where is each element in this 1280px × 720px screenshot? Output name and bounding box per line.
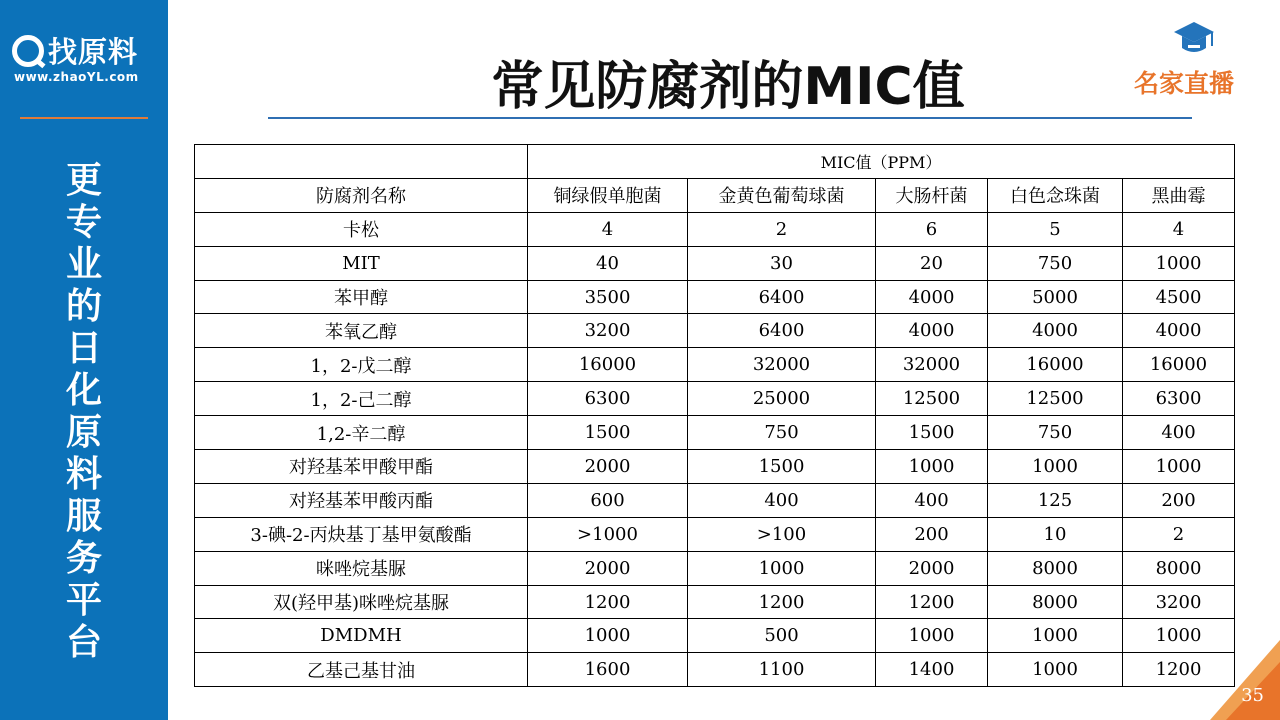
slogan-char: 更 (65, 160, 102, 201)
mic-value-cell: 1600 (528, 653, 688, 687)
mic-value-cell: 400 (1123, 416, 1235, 450)
mic-value-cell: 16000 (1123, 348, 1235, 382)
mic-value-cell: 200 (1123, 483, 1235, 517)
logo-url: www.zhaoYL.com (14, 70, 139, 84)
mic-value-cell: 4000 (1123, 314, 1235, 348)
preservative-name-cell: MIT (195, 246, 528, 280)
table-row (195, 246, 1235, 280)
slogan-char: 的 (65, 286, 102, 327)
mic-value-cell: >1000 (528, 517, 688, 551)
slogan-char: 日 (65, 328, 102, 369)
mic-value-cell: 1200 (528, 585, 688, 619)
mic-value-cell: 1000 (876, 619, 988, 653)
table-row (195, 416, 1235, 450)
mic-value-cell: 16000 (988, 348, 1123, 382)
mic-value-cell: 30 (688, 246, 876, 280)
preservative-name-cell: 1，2-戊二醇 (195, 348, 528, 382)
sidebar-slogan (56, 160, 112, 664)
mic-value-cell: 3200 (528, 314, 688, 348)
mic-value-cell: 5000 (988, 280, 1123, 314)
mic-value-cell: 1500 (688, 450, 876, 484)
table-row (195, 450, 1235, 484)
table-row (195, 382, 1235, 416)
preservative-name-cell: 苯氧乙醇 (195, 314, 528, 348)
mic-value-cell: 1200 (688, 585, 876, 619)
slogan-char: 原 (65, 412, 102, 453)
mic-value-cell: 12500 (988, 382, 1123, 416)
mic-table (194, 144, 1235, 687)
preservative-name-cell: 1,2-辛二醇 (195, 416, 528, 450)
mic-value-cell: 5 (988, 212, 1123, 246)
organism-header: 铜绿假单胞菌 (528, 178, 688, 212)
empty-header-cell (195, 145, 528, 179)
sidebar-divider (20, 117, 148, 119)
slogan-char: 业 (65, 244, 102, 285)
title-underline (268, 117, 1192, 119)
graduation-cap-icon (1172, 20, 1216, 60)
mic-value-cell: 4000 (988, 314, 1123, 348)
mic-value-cell: 1000 (528, 619, 688, 653)
slogan-char: 料 (65, 454, 102, 495)
table-row (195, 212, 1235, 246)
mic-group-header: MIC值（PPM） (528, 145, 1235, 179)
preservative-name-cell: 对羟基苯甲酸甲酯 (195, 450, 528, 484)
mic-value-cell: 125 (988, 483, 1123, 517)
logo-q-icon (12, 35, 44, 67)
slogan-char: 务 (65, 538, 102, 579)
mic-value-cell: 2 (1123, 517, 1235, 551)
table-header-row (195, 178, 1235, 212)
organism-header: 大肠杆菌 (876, 178, 988, 212)
brand-text: 名家直播 (1134, 69, 1235, 98)
slogan-char: 化 (65, 370, 102, 411)
mic-value-cell: 20 (876, 246, 988, 280)
mic-value-cell: 400 (688, 483, 876, 517)
mic-value-cell: 40 (528, 246, 688, 280)
preservative-name-cell: 咪唑烷基脲 (195, 551, 528, 585)
mic-value-cell: 8000 (1123, 551, 1235, 585)
mic-value-cell: 750 (688, 416, 876, 450)
mic-value-cell: 4 (528, 212, 688, 246)
preservative-name-cell: 对羟基苯甲酸丙酯 (195, 483, 528, 517)
page-title: 常见防腐剂的MIC值 (491, 57, 965, 117)
table-row (195, 517, 1235, 551)
mic-value-cell: 1500 (876, 416, 988, 450)
table-row (195, 585, 1235, 619)
mic-value-cell: 1000 (876, 450, 988, 484)
mic-value-cell: 6400 (688, 280, 876, 314)
mic-value-cell: 200 (876, 517, 988, 551)
logo-text: 找原料 (48, 35, 139, 69)
mic-value-cell: 16000 (528, 348, 688, 382)
table-row (195, 551, 1235, 585)
mic-value-cell: 1000 (988, 653, 1123, 687)
preservative-name-cell: 1，2-己二醇 (195, 382, 528, 416)
mic-value-cell: 6300 (528, 382, 688, 416)
mic-value-cell: 10 (988, 517, 1123, 551)
mic-value-cell: 500 (688, 619, 876, 653)
mic-value-cell: 750 (988, 416, 1123, 450)
mic-value-cell: 2000 (528, 450, 688, 484)
mic-value-cell: 1400 (876, 653, 988, 687)
preservative-name-cell: 3-碘-2-丙炔基丁基甲氨酸酯 (195, 517, 528, 551)
sidebar (0, 0, 168, 720)
mic-value-cell: 1200 (876, 585, 988, 619)
logo (12, 30, 162, 90)
table-row (195, 314, 1235, 348)
mic-value-cell: 4000 (876, 280, 988, 314)
mic-value-cell: 6 (876, 212, 988, 246)
preservative-name-header: 防腐剂名称 (195, 178, 528, 212)
mic-value-cell: 1500 (528, 416, 688, 450)
mic-value-cell: 750 (988, 246, 1123, 280)
slogan-char: 平 (65, 580, 102, 621)
mic-value-cell: 400 (876, 483, 988, 517)
mic-value-cell: 32000 (876, 348, 988, 382)
mic-value-cell: 2000 (876, 551, 988, 585)
slogan-char: 专 (65, 202, 102, 243)
table-row (195, 280, 1235, 314)
mic-value-cell: 32000 (688, 348, 876, 382)
mic-value-cell: 600 (528, 483, 688, 517)
organism-header: 白色念珠菌 (988, 178, 1123, 212)
table-group-header-row (195, 145, 1235, 179)
mic-value-cell: 12500 (876, 382, 988, 416)
mic-value-cell: 6400 (688, 314, 876, 348)
table-row (195, 619, 1235, 653)
mic-value-cell: 3200 (1123, 585, 1235, 619)
mic-value-cell: 4500 (1123, 280, 1235, 314)
mic-value-cell: 2 (688, 212, 876, 246)
slogan-char: 服 (65, 496, 102, 537)
mic-value-cell: 1000 (688, 551, 876, 585)
mic-value-cell: 1000 (1123, 619, 1235, 653)
table-row (195, 653, 1235, 687)
table-row (195, 483, 1235, 517)
mic-value-cell: 1000 (988, 450, 1123, 484)
preservative-name-cell: 双(羟甲基)咪唑烷基脲 (195, 585, 528, 619)
preservative-name-cell: 乙基己基甘油 (195, 653, 528, 687)
mic-value-cell: 4000 (876, 314, 988, 348)
mic-value-cell: 8000 (988, 585, 1123, 619)
mic-value-cell: 1000 (1123, 246, 1235, 280)
mic-value-cell: 2000 (528, 551, 688, 585)
mic-value-cell: 1000 (1123, 450, 1235, 484)
corner-decoration (1210, 640, 1280, 720)
mic-value-cell: 6300 (1123, 382, 1235, 416)
mic-value-cell: 4 (1123, 212, 1235, 246)
page-number: 35 (1241, 685, 1264, 706)
mic-value-cell: 1000 (988, 619, 1123, 653)
preservative-name-cell: 苯甲醇 (195, 280, 528, 314)
mic-value-cell: 3500 (528, 280, 688, 314)
mic-value-cell: 1200 (1123, 653, 1235, 687)
preservative-name-cell: DMDMH (195, 619, 528, 653)
organism-header: 黑曲霉 (1123, 178, 1235, 212)
table-row (195, 348, 1235, 382)
mic-value-cell: 1100 (688, 653, 876, 687)
mic-value-cell: 8000 (988, 551, 1123, 585)
mic-value-cell: 25000 (688, 382, 876, 416)
mic-value-cell: >100 (688, 517, 876, 551)
organism-header: 金黄色葡萄球菌 (688, 178, 876, 212)
preservative-name-cell: 卡松 (195, 212, 528, 246)
brand-badge (1130, 20, 1258, 100)
slogan-char: 台 (65, 622, 102, 663)
